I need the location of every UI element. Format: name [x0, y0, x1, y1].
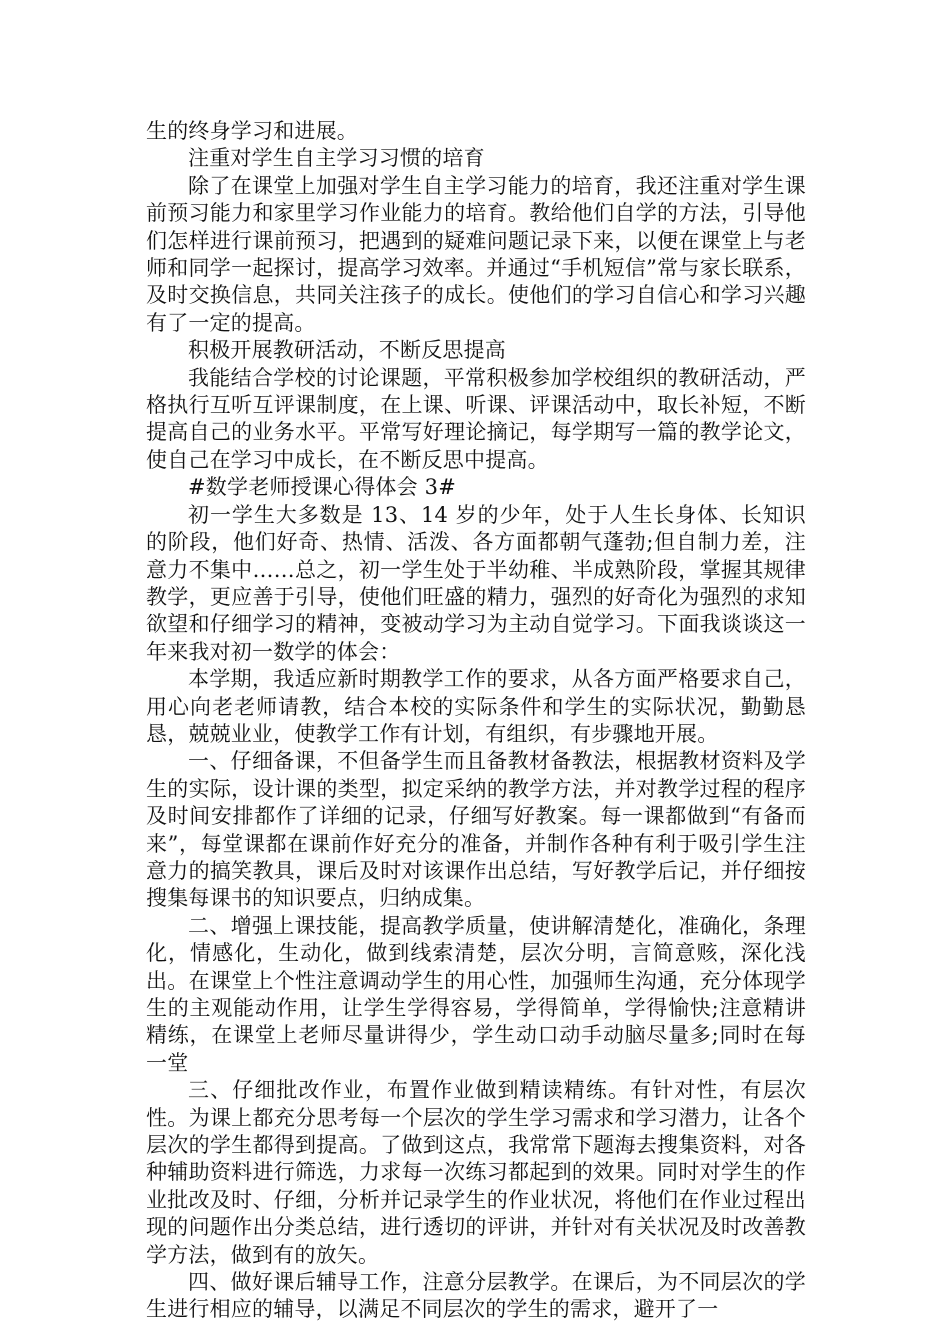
section-heading-self-study-habits: 注重对学生自主学习习惯的培育 — [188, 146, 485, 171]
paragraph-1: 生的终身学习和进展。 — [146, 119, 358, 143]
document-body — [146, 118, 806, 1324]
paragraph-4: 初一学生大多数是 13、14 岁的少年，处于人生长身体、长知识的阶段，他们好奇、热情、活泼、各方面都朝气蓬勃;但自制力差，注意力不集中……总之，初一学生处于半幼稚、半成熟阶段，掌握其规律教学，更应善于引导，使他们旺盛的精力，强烈的好奇化为强烈的求知欲望和仔细学习的精神，变被动学习为主动自觉学习。下面我谈谈这一年来我对初一数学的体会： — [146, 502, 806, 664]
section-heading-teaching-research: 积极开展教研活动，不断反思提高 — [188, 338, 506, 363]
paragraph-6: 一、仔细备课，不但备学生而且备教材备教法，根据教材资料及学生的实际，设计课的类型，拟定采纳的教学方法，并对教学过程的程序及时间安排都作了详细的记录，仔细写好教案。每一课都做到“有备而来”，每堂课都在课前作好充分的准备，并制作各种有利于吸引学生注意力的搞笑教具，课后及时对该课作出总结，写好教学后记，并仔细按搜集每课书的知识要点，归纳成集。 — [146, 749, 806, 911]
paragraph-8: 三、仔细批改作业，布置作业做到精读精练。有针对性，有层次性。为课上都充分思考每一个层次的学生学习需求和学习潜力，让各个层次的学生都得到提高。了做到这点，我常常下题海去搜集资料，对各种辅助资料进行筛选，力求每一次练习都起到的效果。同时对学生的作业批改及时、仔细，分析并记录学生的作业状况，将他们在作业过程出现的问题作出分类总结，进行透切的评讲，并针对有关状况及时改善教学方法，做到有的放矢。 — [146, 1078, 806, 1267]
section-heading-experience-3: #数学老师授课心得体会 3# — [188, 475, 457, 500]
paragraph-9: 四、做好课后辅导工作，注意分层教学。在课后，为不同层次的学生进行相应的辅导，以满足不同层次的学生的需求，避开了一 — [146, 1270, 806, 1322]
paragraph-3: 我能结合学校的讨论课题，平常积极参加学校组织的教研活动，严格执行互听互评课制度，在上课、听课、评课活动中，取长补短，不断提高自己的业务水平。平常写好理论摘记，每学期写一篇的教学论文，使自己在学习中成长，在不断反思中提高。 — [146, 365, 806, 472]
paragraph-2: 除了在课堂上加强对学生自主学习能力的培育，我还注重对学生课前预习能力和家里学习作业能力的培育。教给他们自学的方法，引导他们怎样进行课前预习，把遇到的疑难问题记录下来，以便在课堂上与老师和同学一起探讨，提高学习效率。并通过“手机短信”常与家长联系，及时交换信息，共同关注孩子的成长。使他们的学习自信心和学习兴趣有了一定的提高。 — [146, 173, 806, 335]
paragraph-7: 二、增强上课技能，提高教学质量，使讲解清楚化，准确化，条理化，情感化，生动化，做到线索清楚，层次分明，言简意赅，深化浅出。在课堂上个性注意调动学生的用心性，加强师生沟通，充分体现学生的主观能动作用，让学生学得容易，学得简单，学得愉快;注意精讲精练，在课堂上老师尽量讲得少，学生动口动手动脑尽量多;同时在每一堂 — [146, 913, 806, 1075]
paragraph-5: 本学期，我适应新时期教学工作的要求，从各方面严格要求自己，用心向老老师请教，结合本校的实际条件和学生的实际状况，勤勤恳恳，兢兢业业，使教学工作有计划，有组织，有步骤地开展。 — [146, 667, 806, 746]
